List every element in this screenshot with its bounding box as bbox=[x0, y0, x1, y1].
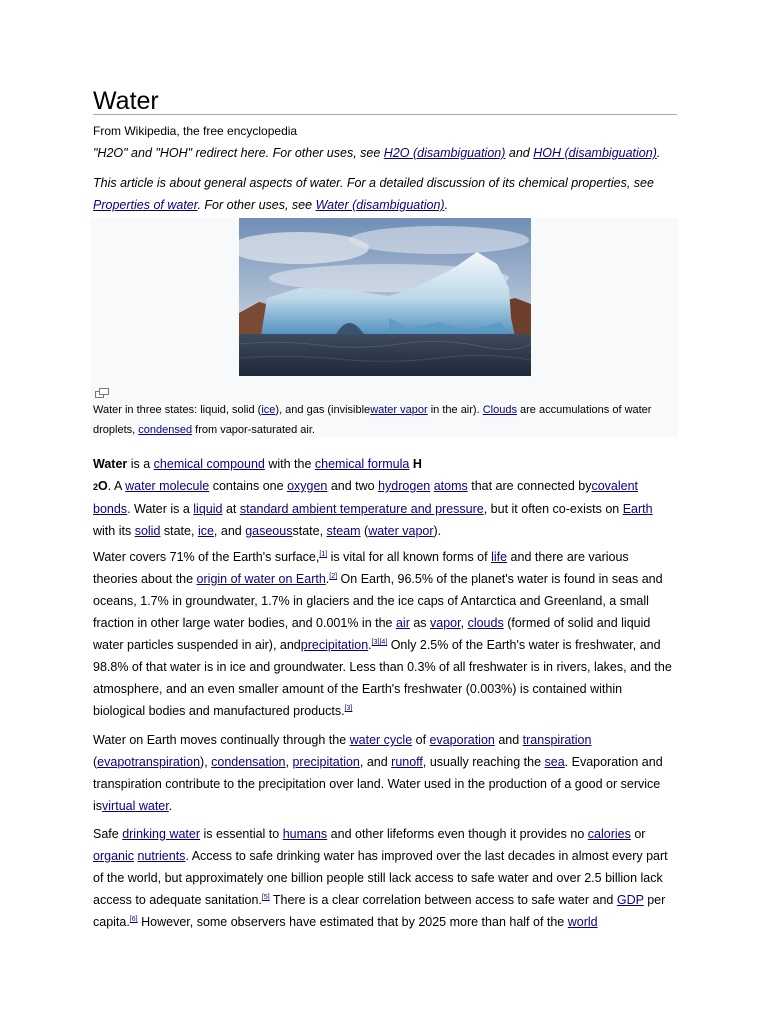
link-vapor[interactable]: vapor bbox=[430, 616, 461, 630]
link-virtual-water[interactable]: virtual water bbox=[102, 799, 169, 813]
link-precipitation[interactable]: precipitation bbox=[292, 755, 360, 769]
iceberg-photo[interactable] bbox=[239, 218, 531, 376]
link-water-cycle[interactable]: water cycle bbox=[349, 733, 413, 747]
link-hydrogen[interactable]: hydrogen bbox=[378, 479, 431, 493]
page-title: Water bbox=[93, 86, 677, 115]
link-air[interactable]: air bbox=[395, 616, 410, 630]
link-ice[interactable]: ice bbox=[197, 524, 214, 538]
link-chemical-compound[interactable]: chemical compound bbox=[153, 457, 265, 471]
link-covalent-bonds[interactable]: covalent bonds bbox=[93, 479, 639, 516]
link-humans[interactable]: humans bbox=[282, 827, 328, 841]
link-calories[interactable]: calories bbox=[587, 827, 631, 841]
link-water-vapor[interactable]: water vapor bbox=[370, 404, 428, 416]
link-precipitation[interactable]: precipitation bbox=[300, 638, 369, 652]
link-evaporation[interactable]: evaporation bbox=[429, 733, 495, 747]
hatnote-about: This article is about general aspects of water. For a detailed discussion of its chemical properties, see Properties of water. For other uses, see Water (disambiguation). bbox=[93, 176, 654, 212]
link-gaseous[interactable]: gaseous bbox=[245, 524, 293, 538]
paragraph-intro: Water is a chemical compound with the chemical formula H 2O. A water molecule contains one oxygen and two hydrogen atoms that are connected bycovalent bonds. Water is a liquid at standard ambient temperature and pressure, but it often co-exists on Earth with its solid state, ice, and gaseousstate, steam (water vapor). bbox=[93, 457, 653, 538]
figure-caption: Water in three states: liquid, solid (ice), and gas (invisiblewater vapor in the air). Clouds are accumulations of water droplets, condensed from vapor-saturated air. bbox=[93, 404, 652, 436]
link-steam[interactable]: steam bbox=[326, 524, 361, 538]
link-chemical-formula[interactable]: chemical formula bbox=[314, 457, 410, 471]
citation[interactable]: [3] bbox=[344, 705, 353, 712]
lead-figure bbox=[91, 218, 678, 437]
citation[interactable]: [1] bbox=[319, 551, 328, 558]
paragraph-drinking-water: Safe drinking water is essential to humans and other lifeforms even though it provides no calories or organic nutrients. Access to safe drinking water has improved over the last decades in almost every part of the world, but approximately one billion people still lack access to safe water and over 2.5 billion lack access to adequate sanitation.[5] There is a clear correlation between access to safe water and GDP per capita.[6] However, some observers have estimated that by 2025 more than half of the world bbox=[93, 827, 668, 929]
link-properties-of-water[interactable]: Properties of water bbox=[93, 198, 198, 212]
site-tagline: From Wikipedia, the free encyclopedia bbox=[93, 124, 298, 138]
hatnote-redirect: "H2O" and "HOH" redirect here. For other uses, see H2O (disambiguation) and HOH (disambiguation). bbox=[93, 146, 661, 160]
link-origin-of-water[interactable]: origin of water on Earth bbox=[196, 572, 326, 586]
link-water-molecule[interactable]: water molecule bbox=[125, 479, 210, 493]
paragraph-water-cycle: Water on Earth moves continually through the water cycle of evaporation and transpiration (evapotranspiration), condensation, precipitation, and runoff, usually reaching the sea. Evaporation and transpiration contribute to the precipitation over land. Water used in the production of a good or service isvirtual water. bbox=[93, 733, 663, 813]
link-evapotranspiration[interactable]: evapotranspiration bbox=[97, 755, 201, 769]
link-clouds[interactable]: Clouds bbox=[482, 404, 517, 416]
link-gdp[interactable]: GDP bbox=[616, 893, 644, 907]
link-clouds[interactable]: clouds bbox=[467, 616, 504, 630]
link-water-vapor[interactable]: water vapor bbox=[368, 524, 434, 538]
link-ice[interactable]: ice bbox=[261, 404, 276, 416]
link-drinking-water[interactable]: drinking water bbox=[122, 827, 201, 841]
link-solid[interactable]: solid bbox=[134, 524, 161, 538]
link-condensed[interactable]: condensed bbox=[138, 424, 193, 436]
citation[interactable]: [3][4] bbox=[371, 639, 388, 646]
link-standard-conditions[interactable]: standard ambient temperature and pressure bbox=[239, 502, 484, 516]
paragraph-distribution: Water covers 71% of the Earth's surface,[1] is vital for all known forms of life and there are various theories about the origin of water on Earth.[2] On Earth, 96.5% of the planet's water is found in seas and oceans, 1.7% in groundwater, 1.7% in glaciers and the ice caps of Antarctica and Greenland, a small fraction in other large water bodies, and 0.001% in the air as vapor, clouds (formed of solid and liquid water particles suspended in air), andprecipitation.[3][4] Only 2.5% of the Earth's water is freshwater, and 98.8% of that water is in ice and groundwater. Less than 0.3% of all freshwater is in rivers, lakes, and the atmosphere, and an even smaller amount of the Earth's freshwater (0.003%) is contained within biological bodies and manufactured products.[3] bbox=[93, 550, 672, 718]
link-nutrients[interactable]: nutrients bbox=[137, 849, 186, 863]
enlarge-icon[interactable] bbox=[95, 385, 109, 395]
citation[interactable]: [6] bbox=[129, 916, 138, 923]
link-water-disambiguation[interactable]: Water (disambiguation) bbox=[315, 198, 445, 212]
link-runoff[interactable]: runoff bbox=[391, 755, 423, 769]
link-organic[interactable]: organic bbox=[93, 849, 134, 863]
link-atoms[interactable]: atoms bbox=[433, 479, 468, 493]
link-condensation[interactable]: condensation bbox=[211, 755, 286, 769]
link-transpiration[interactable]: transpiration bbox=[522, 733, 592, 747]
bold-term: Water bbox=[93, 457, 128, 471]
link-earth[interactable]: Earth bbox=[622, 502, 653, 516]
link-oxygen[interactable]: oxygen bbox=[287, 479, 328, 493]
link-h2o-disambiguation[interactable]: H2O (disambiguation) bbox=[383, 146, 506, 160]
link-world[interactable]: world bbox=[567, 915, 598, 929]
citation[interactable]: [2] bbox=[329, 573, 338, 580]
link-life[interactable]: life bbox=[491, 550, 508, 564]
link-hoh-disambiguation[interactable]: HOH (disambiguation) bbox=[533, 146, 657, 160]
citation[interactable]: [5] bbox=[261, 894, 270, 901]
link-liquid[interactable]: liquid bbox=[193, 502, 223, 516]
link-sea[interactable]: sea bbox=[544, 755, 565, 769]
